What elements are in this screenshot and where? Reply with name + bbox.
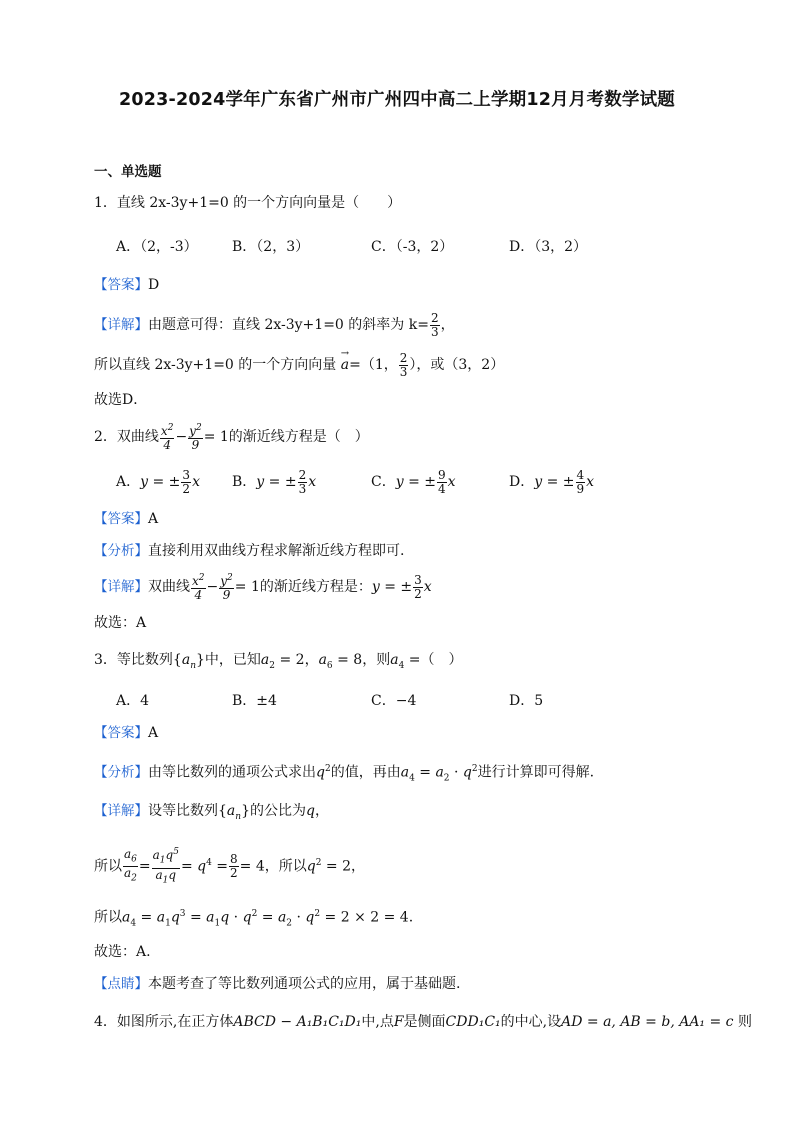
option-c: C．y = ± $\frac{9}{4}$ x	[371, 467, 456, 496]
question-1-options	[116, 236, 676, 258]
page-title: 2023-2024学年广东省广州市广州四中高二上学期12月月考数学试题	[118, 90, 676, 110]
option-a: A．y = ± $\frac{3}{2}$ x	[116, 467, 200, 496]
detail-tag: 【详解】	[94, 803, 148, 819]
detail-tag: 【详解】	[94, 317, 148, 333]
detail-text: 由题意可得：直线 2x-3y+1=0 的斜率为 k=	[148, 317, 429, 333]
question-2-conclusion: 故选：A	[94, 615, 147, 631]
option-d: D．（3，2）	[509, 239, 588, 255]
question-3-analysis: 【分析】由等比数列的通项公式求出$q^2$的值，再由$a_4 = a_2 \cdot q^2$进行计算即可得解.	[94, 764, 595, 784]
option-b: B．±4	[232, 693, 277, 709]
question-2-answer	[94, 509, 158, 529]
question-3-detail-line-2: 所以 $\frac{a_6}{a_2}$ = $\frac{a_1q^5}{a_1q}$ = $q^4$ = $\frac{8}{2}$ = 4，所以$q^2 = 2$，	[94, 846, 365, 886]
vector-definitions: AD = a, AB = b, AA₁ = c	[561, 1014, 734, 1030]
question-1-stem: 1．直线 2x-3y+1=0 的一个方向向量是（ ）	[94, 195, 402, 211]
question-3-detail-line-3: 所以$a_4 = a_1q^3 = a_1q \cdot q^2 = a_2 \cdot q^2 = 2 \times 2 = 4$.	[94, 909, 414, 929]
section-heading: 一、单选题	[94, 164, 162, 180]
answer-tag: 【答案】	[94, 277, 148, 293]
question-2-options	[116, 468, 676, 496]
question-1-detail-1: 【详解】由题意可得：直线 2x-3y+1=0 的斜率为 k= $\frac{2}{3}$ ，	[94, 310, 455, 339]
fraction: $\frac{x^2}{4}$	[160, 423, 174, 452]
answer-value: A	[148, 511, 159, 527]
question-3-comment: 【点睛】本题考查了等比数列通项公式的应用，属于基础题.	[94, 976, 461, 992]
question-1-conclusion: 故选D．	[94, 392, 148, 408]
question-3-options	[116, 690, 676, 712]
analysis-tag: 【分析】	[94, 764, 148, 781]
option-b: B．（2，3）	[232, 239, 310, 255]
fraction: $\frac{2}{3}$	[399, 350, 408, 379]
question-4-stem: 4．如图所示,在正方体ABCD − A₁B₁C₁D₁中,点F是侧面CDD₁C₁的中心,设AD = a, AB = b, AA₁ = c 则	[94, 1014, 752, 1030]
question-3-stem: 3．等比数列$\{a_n\}$中，已知$a_2 = 2$，$a_6 = 8$，则$a_4$ =（ ）	[94, 652, 463, 671]
option-c: C．−4	[371, 693, 417, 709]
vector-a-symbol: → a	[341, 350, 349, 380]
question-2-detail: 【详解】双曲线 $\frac{x^2}{4}$ − $\frac{y^2}{9}$ = 1的渐近线方程是：y = ± $\frac{3}{2}$ x	[94, 572, 432, 602]
option-b: B．y = ± $\frac{2}{3}$ x	[232, 467, 317, 496]
answer-value: D	[148, 277, 160, 293]
option-d: D．y = ± $\frac{4}{9}$ x	[509, 467, 595, 496]
analysis-tag: 【分析】	[94, 543, 148, 559]
comment-tag: 【点睛】	[94, 976, 148, 992]
question-3-detail: 【详解】设等比数列$\{a_n\}$的公比为q，	[94, 803, 329, 822]
question-1-detail-2: 所以直线 2x-3y+1=0 的一个方向向量 → a=（1， $\frac{2}{3}$ ），或（3，2）	[94, 350, 504, 380]
option-c: C．（-3，2）	[371, 239, 454, 255]
question-2-stem: 2．双曲线 $\frac{x^2}{4}$ − $\frac{y^2}{9}$ = 1的渐近线方程是（ ）	[94, 423, 369, 452]
answer-tag: 【答案】	[94, 511, 148, 527]
option-a: A．4	[116, 693, 150, 709]
answer-value: A	[148, 725, 159, 741]
question-3-conclusion: 故选：A.	[94, 944, 151, 960]
fraction: $\frac{2}{3}$	[430, 310, 439, 339]
option-a: A．（2，-3）	[116, 239, 198, 255]
question-1-answer	[94, 275, 159, 295]
question-3-answer	[94, 723, 158, 743]
option-d: D．5	[509, 693, 544, 709]
detail-tag: 【详解】	[94, 579, 148, 595]
answer-tag: 【答案】	[94, 725, 148, 741]
cube-label: ABCD − A₁B₁C₁D₁	[233, 1014, 362, 1030]
fraction: $\frac{y^2}{9}$	[189, 423, 202, 452]
question-2-analysis: 【分析】直接利用双曲线方程求解渐近线方程即可.	[94, 543, 405, 559]
